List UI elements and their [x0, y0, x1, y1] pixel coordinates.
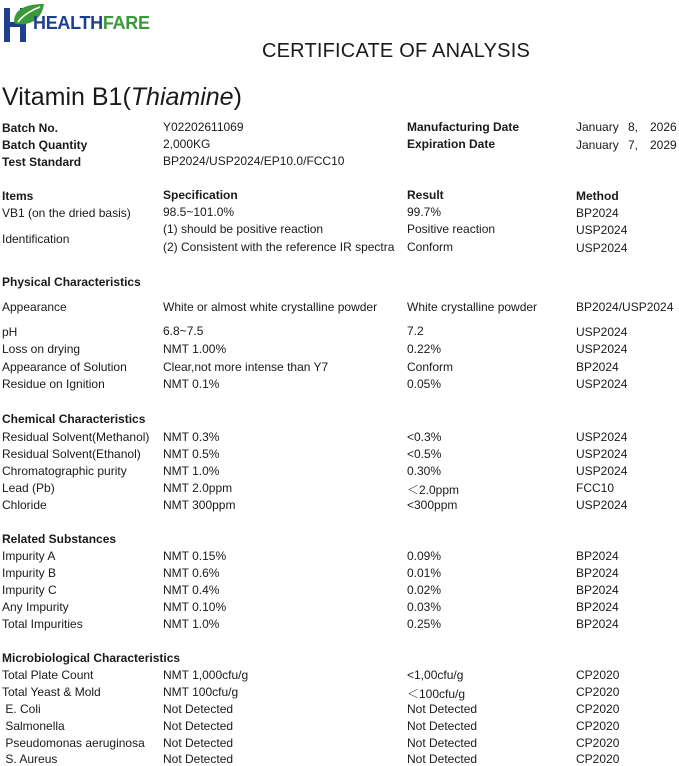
col-spec-header: Specification [163, 188, 238, 202]
exp-date-label: Expiration Date [407, 137, 496, 151]
document-title: CERTIFICATE OF ANALYSIS [262, 40, 530, 62]
exp-month: January [576, 138, 619, 152]
micro-row-method: CP2020 [576, 668, 620, 682]
micro-row-method: CP2020 [576, 736, 620, 750]
chemical-row-spec: NMT 2.0ppm [163, 481, 233, 495]
related-row-method: BP2024 [576, 600, 619, 614]
brand-logo [2, 2, 152, 44]
chemical-row-item: Lead (Pb) [2, 481, 55, 495]
related-row-spec: NMT 0.10% [163, 600, 227, 614]
basic-row-1-result: 99.7% [407, 205, 442, 219]
micro-row-result: Not Detected [407, 752, 478, 766]
micro-row-result: ＜100cfu/g [407, 687, 466, 701]
mfg-month: January [576, 120, 619, 134]
physical-row-result: 0.22% [407, 342, 442, 356]
physical-row-method: USP2024 [576, 325, 628, 339]
physical-row-result: White crystalline powder [407, 300, 538, 314]
chemical-row-method: USP2024 [576, 447, 628, 461]
related-row-result: 0.02% [407, 583, 442, 597]
related-row-item: Total Impurities [2, 617, 83, 631]
related-row-item: Impurity A [2, 549, 56, 563]
related-row-item: Impurity C [2, 583, 57, 597]
chemical-row-spec: NMT 1.0% [163, 464, 220, 478]
basic-row-2-spec: (1) should be positive reaction [163, 222, 324, 236]
mfg-day: 8, [628, 120, 639, 134]
physical-row-item: Loss on drying [2, 342, 81, 356]
chemical-row-result: <0.5% [407, 447, 442, 461]
brand-name-b: FARE [102, 13, 150, 33]
physical-row-result: Conform [407, 360, 454, 374]
chemical-row-spec: NMT 300ppm [163, 498, 236, 512]
micro-row-method: CP2020 [576, 752, 620, 766]
identification-label: Identification [2, 232, 70, 246]
micro-row-item: Total Yeast & Mold [2, 685, 101, 699]
section-chemical-heading: Chemical Characteristics [2, 412, 146, 426]
brand-name [33, 13, 150, 34]
section-related-heading: Related Substances [2, 532, 117, 546]
physical-row-method: BP2024 [576, 360, 619, 374]
related-row-result: 0.01% [407, 566, 442, 580]
col-method-header: Method [576, 189, 619, 203]
product-latin-name: Thiamine [130, 83, 234, 111]
batch-no-label: Batch No. [2, 121, 59, 135]
physical-row-item: Appearance of Solution [2, 360, 127, 374]
chemical-row-spec: NMT 0.5% [163, 447, 220, 461]
micro-row-spec: NMT 100cfu/g [163, 685, 239, 699]
chemical-row-method: USP2024 [576, 498, 628, 512]
physical-row-result: 7.2 [407, 324, 424, 338]
section-micro-heading: Microbiological Characteristics [2, 651, 181, 665]
chemical-row-method: USP2024 [576, 430, 628, 444]
physical-row-item: Appearance [2, 300, 67, 314]
chemical-row-method: FCC10 [576, 481, 615, 495]
col-result-header: Result [407, 188, 444, 202]
basic-row-1-spec: 98.5~101.0% [163, 205, 235, 219]
physical-row-spec: 6.8~7.5 [163, 324, 204, 338]
related-row-result: 0.09% [407, 549, 442, 563]
related-row-method: BP2024 [576, 549, 619, 563]
micro-row-method: CP2020 [576, 702, 620, 716]
batch-qty-value: 2,000KG [163, 137, 211, 151]
related-row-method: BP2024 [576, 583, 619, 597]
batch-no-value: Y02202611069 [163, 120, 244, 134]
related-row-spec: NMT 0.15% [163, 549, 227, 563]
chemical-row-item: Chromatographic purity [2, 464, 127, 478]
physical-row-item: Residue on Ignition [2, 377, 105, 391]
related-row-item: Any Impurity [2, 600, 69, 614]
micro-row-item: Total Plate Count [2, 668, 94, 682]
chemical-row-result: 0.30% [407, 464, 442, 478]
micro-row-spec: Not Detected [163, 702, 234, 716]
basic-row-2-result: Positive reaction [407, 222, 496, 236]
micro-row-item: Pseudomonas aeruginosa [2, 736, 145, 750]
mfg-year: 2026 [650, 120, 677, 134]
micro-row-item: E. Coli [2, 702, 41, 716]
related-row-method: BP2024 [576, 617, 619, 631]
chemical-row-item: Chloride [2, 498, 47, 512]
related-row-result: 0.25% [407, 617, 442, 631]
micro-row-spec: NMT 1,000cfu/g [163, 668, 249, 682]
chemical-row-result: ＜2.0ppm [407, 483, 460, 497]
exp-day: 7, [628, 138, 639, 152]
physical-row-spec: NMT 0.1% [163, 377, 220, 391]
basic-row-1-item: VB1 (on the dried basis) [2, 206, 131, 220]
micro-row-result: Not Detected [407, 719, 478, 733]
physical-row-spec: NMT 1.00% [163, 342, 227, 356]
micro-row-result: <1,00cfu/g [407, 668, 464, 682]
test-standard-label: Test Standard [2, 155, 82, 169]
physical-row-method: USP2024 [576, 377, 628, 391]
chemical-row-item: Residual Solvent(Ethanol) [2, 447, 141, 461]
physical-row-method: USP2024 [576, 342, 628, 356]
col-items-header: Items [2, 189, 34, 203]
product-name [2, 83, 242, 112]
micro-row-spec: Not Detected [163, 752, 234, 766]
micro-row-method: CP2020 [576, 719, 620, 733]
chemical-row-result: <0.3% [407, 430, 442, 444]
related-row-item: Impurity B [2, 566, 57, 580]
micro-row-item: Salmonella [2, 719, 65, 733]
chemical-row-result: <300ppm [407, 498, 458, 512]
physical-row-item: pH [2, 325, 18, 339]
basic-row-3-spec: (2) Consistent with the reference IR spectra [163, 240, 395, 254]
related-row-spec: NMT 1.0% [163, 617, 220, 631]
chemical-row-method: USP2024 [576, 464, 628, 478]
brand-name-a: HEALTH [33, 13, 103, 33]
physical-row-method: BP2024/USP2024 [576, 300, 674, 314]
related-row-spec: NMT 0.6% [163, 566, 220, 580]
micro-row-result: Not Detected [407, 736, 478, 750]
related-row-spec: NMT 0.4% [163, 583, 220, 597]
micro-row-spec: Not Detected [163, 736, 234, 750]
basic-row-2-method: USP2024 [576, 223, 628, 237]
section-physical-heading: Physical Characteristics [2, 275, 141, 289]
physical-row-spec: Clear,not more intense than Y7 [163, 360, 329, 374]
chemical-row-spec: NMT 0.3% [163, 430, 220, 444]
basic-row-3-method: USP2024 [576, 241, 628, 255]
exp-year: 2029 [650, 138, 677, 152]
micro-row-method: CP2020 [576, 685, 620, 699]
chemical-row-item: Residual Solvent(Methanol) [2, 430, 150, 444]
micro-row-result: Not Detected [407, 702, 478, 716]
mfg-date-label: Manufacturing Date [407, 120, 520, 134]
related-row-result: 0.03% [407, 600, 442, 614]
batch-qty-label: Batch Quantity [2, 138, 88, 152]
product-paren-close: ) [233, 83, 242, 111]
product-paren-open: ( [122, 83, 131, 111]
basic-row-1-method: BP2024 [576, 206, 619, 220]
micro-row-item: S. Aureus [2, 752, 58, 766]
product-name-main: Vitamin B1 [2, 83, 123, 111]
physical-row-result: 0.05% [407, 377, 442, 391]
basic-row-3-result: Conform [407, 240, 454, 254]
micro-row-spec: Not Detected [163, 719, 234, 733]
test-standard-value: BP2024/USP2024/EP10.0/FCC10 [163, 154, 345, 168]
physical-row-spec: White or almost white crystalline powder [163, 300, 378, 314]
related-row-method: BP2024 [576, 566, 619, 580]
